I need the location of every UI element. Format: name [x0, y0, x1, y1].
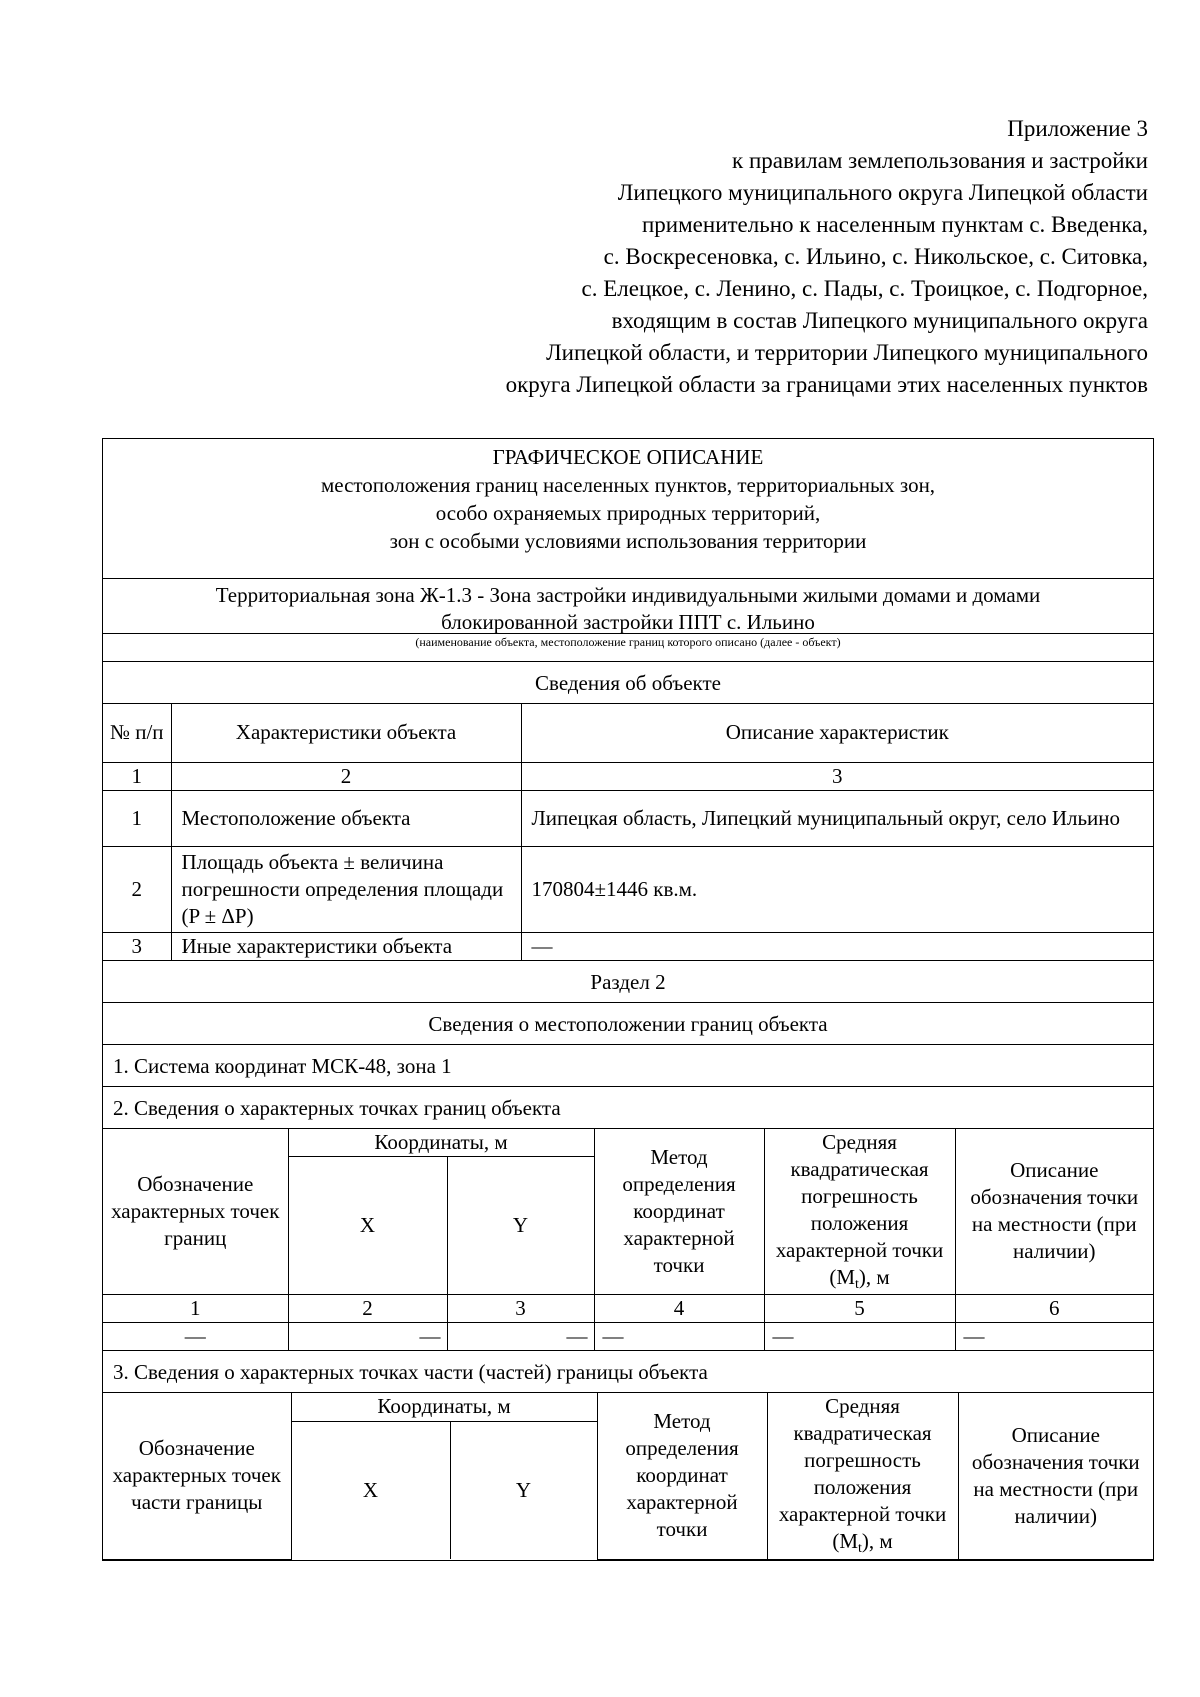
column-number-row — [103, 762, 1153, 790]
appendix-line: Приложение 3 — [1007, 116, 1148, 141]
mean-error-subscript: t — [855, 1276, 859, 1292]
row-description: — — [521, 932, 1153, 960]
mean-error-text: Средняя квадратическая погрешность положения характерной точки (M — [778, 1394, 947, 1554]
row-characteristic: Иные характеристики объекта — [171, 932, 521, 960]
table-header-row — [103, 1129, 1153, 1157]
parts-table — [103, 1393, 1153, 1560]
row-description: 170804±1446 кв.м. — [521, 846, 1153, 932]
table-row — [103, 846, 1153, 932]
empty-cell: — — [764, 1323, 955, 1351]
zone-note: (наименование объекта, местоположение границ которого описано (далее - объект) — [103, 634, 1153, 662]
object-info-heading: Сведения об объекте — [103, 662, 1153, 704]
column-number: 6 — [955, 1295, 1153, 1323]
zone-name-line: блокированной застройки ППТ с. Ильино — [441, 610, 815, 634]
title-block — [103, 439, 1153, 579]
empty-cell: — — [447, 1323, 594, 1351]
graphic-description-form — [102, 438, 1154, 1561]
header-method: Метод определения координат характерной точки — [594, 1129, 764, 1295]
appendix-line: входящим в состав Липецкого муниципального округа — [611, 308, 1148, 333]
table-header-row — [103, 704, 1153, 762]
header-point-designation: Обозначение характерных точек части границы — [103, 1393, 291, 1559]
column-number: 5 — [764, 1295, 955, 1323]
row-characteristic: Площадь объекта ± величина погрешности определения площади (P ± ΔP) — [171, 846, 521, 932]
section-subheading: Сведения о местоположении границ объекта — [103, 1003, 1153, 1045]
points-table — [103, 1129, 1153, 1352]
empty-cell: — — [955, 1323, 1153, 1351]
empty-cell: — — [594, 1323, 764, 1351]
row-number: 1 — [103, 790, 171, 846]
empty-cell: — — [103, 1323, 288, 1351]
appendix-line: с. Воскресеновка, с. Ильино, с. Никольское, с. Ситовка, — [603, 244, 1148, 269]
row-number: 3 — [103, 932, 171, 960]
column-number: 2 — [171, 762, 521, 790]
section-heading: Раздел 2 — [103, 961, 1153, 1003]
mean-error-unit: ), м — [858, 1264, 890, 1289]
zone-name-line: Территориальная зона Ж-1.3 - Зона застройки индивидуальными жилыми домами и домами — [215, 583, 1041, 607]
appendix-line: Липецкой области, и территории Липецкого муниципального — [546, 340, 1148, 365]
title-line: зон с особыми условиями использования территории — [389, 529, 867, 553]
table-header-row — [103, 1393, 1153, 1421]
coordinate-system: 1. Система координат МСК-48, зона 1 — [103, 1045, 1153, 1087]
header-number: № п/п — [103, 704, 171, 762]
zone-name-block — [103, 579, 1153, 634]
row-characteristic: Местоположение объекта — [171, 790, 521, 846]
header-point-description: Описание обозначения точки на местности (при наличии) — [955, 1129, 1153, 1295]
title-heading: ГРАФИЧЕСКОЕ ОПИСАНИЕ — [492, 445, 764, 469]
header-coordinates: Координаты, м — [288, 1129, 594, 1157]
empty-cell: — — [288, 1323, 447, 1351]
row-description: Липецкая область, Липецкий муниципальный округ, село Ильино — [521, 790, 1153, 846]
appendix-header — [248, 113, 1148, 401]
column-number: 1 — [103, 762, 171, 790]
mean-error-text: Средняя квадратическая погрешность положения характерной точки (M — [775, 1129, 944, 1289]
appendix-line: применительно к населенным пунктам с. Введенка, — [642, 212, 1148, 237]
header-y: Y — [447, 1157, 594, 1295]
header-point-designation: Обозначение характерных точек границ — [103, 1129, 288, 1295]
object-info-table — [103, 704, 1153, 961]
mean-error-subscript: t — [858, 1541, 862, 1557]
appendix-line: к правилам землепользования и застройки — [732, 148, 1148, 173]
header-description: Описание характеристик — [521, 704, 1153, 762]
header-characteristic: Характеристики объекта — [171, 704, 521, 762]
column-number: 2 — [288, 1295, 447, 1323]
points-section-title: 2. Сведения о характерных точках границ объекта — [103, 1087, 1153, 1129]
mean-error-unit: ), м — [861, 1529, 893, 1554]
header-coordinates: Координаты, м — [291, 1393, 597, 1421]
parts-section-title: 3. Сведения о характерных точках части (частей) границы объекта — [103, 1351, 1153, 1393]
header-point-description: Описание обозначения точки на местности (при наличии) — [958, 1393, 1153, 1559]
column-number: 3 — [521, 762, 1153, 790]
header-mean-error — [767, 1393, 958, 1559]
header-y: Y — [450, 1421, 597, 1559]
column-number: 1 — [103, 1295, 288, 1323]
appendix-line: округа Липецкой области за границами этих населенных пунктов — [505, 372, 1148, 397]
column-number: 3 — [447, 1295, 594, 1323]
header-mean-error — [764, 1129, 955, 1295]
header-method: Метод определения координат характерной точки — [597, 1393, 767, 1559]
title-line: особо охраняемых природных территорий, — [435, 501, 821, 525]
title-line: местоположения границ населенных пунктов, территориальных зон, — [320, 473, 936, 497]
table-row — [103, 790, 1153, 846]
table-row — [103, 1323, 1153, 1351]
appendix-line: с. Елецкое, с. Ленино, с. Пады, с. Троицкое, с. Подгорное, — [581, 276, 1148, 301]
header-x: X — [288, 1157, 447, 1295]
appendix-line: Липецкого муниципального округа Липецкой области — [617, 180, 1148, 205]
column-number-row — [103, 1295, 1153, 1323]
table-row — [103, 932, 1153, 960]
header-x: X — [291, 1421, 450, 1559]
row-number: 2 — [103, 846, 171, 932]
column-number: 4 — [594, 1295, 764, 1323]
